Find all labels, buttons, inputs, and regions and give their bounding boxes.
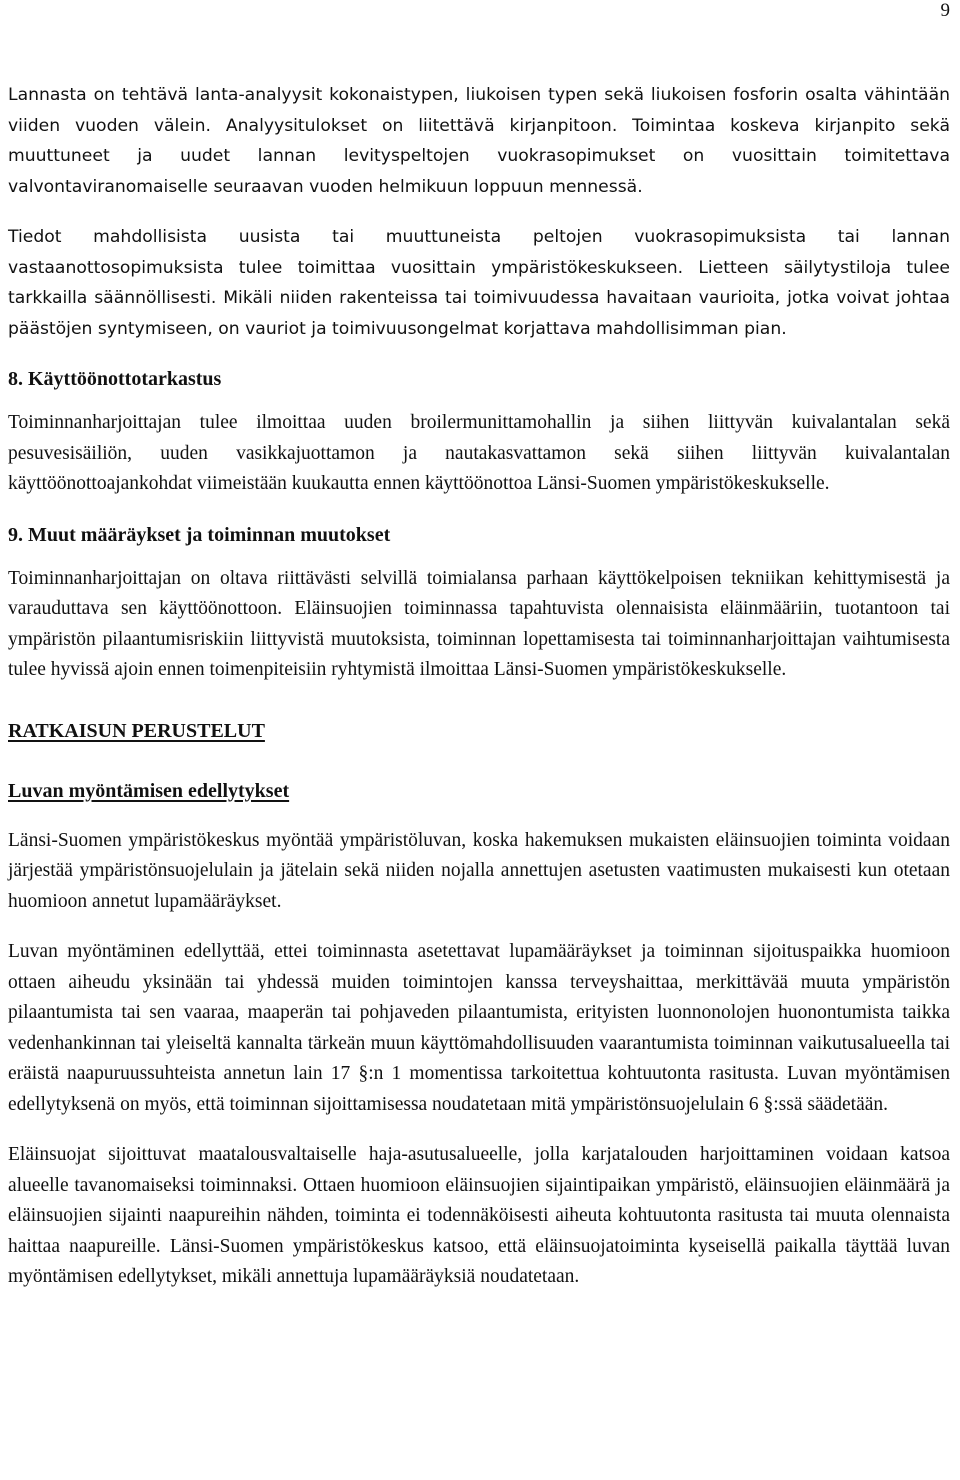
paragraph-elainsuojat: Eläinsuojat sijoittuvat maatalousvaltaiselle haja-asutusalueelle, jolla karjatalouden harjoittaminen voidaan katsoa alueelle tavanomaiseksi toiminnaksi. Ottaen huomioon eläinsuojien sijaintipaikan ympäristö, eläinsuojien eläinmäärä ja eläinsuojien sijainti naapureihin nähden, toiminta ei todennäköisesti aiheuta kohtuutonta rasitusta tai muuta olennaista haittaa naapureille. Länsi-Suomen ympäristökeskus katsoo, että eläinsuojatoiminta kyseisellä paikalla täyttää luvan myöntämisen edellytykset, mikäli annettuja lupamääräyksiä noudatetaan.: [8, 1144, 950, 1287]
page-number: 9: [940, 0, 950, 21]
heading-muut-maaraykset: 9. Muut määräykset ja toiminnan muutokset: [8, 523, 391, 546]
heading-kayttoonottotarkastus: 8. Käyttöönottotarkastus: [8, 368, 222, 390]
paragraph-luvan-myontaminen: Luvan myöntäminen edellyttää, ettei toiminnasta asetettavat lupamääräykset ja toiminnan sijoituspaikka huomioon ottaen aiheudu yksinään tai yhdessä muiden toimintojen kanssa terveyshaittaa, merkittävää muuta ympäristön pilaantumista tai sen vaaraa, maaperän tai pohjaveden pilaantumista, erityisten luonnonolojen huonontumista taikka vedenhankinnan tai yleiseltä kannalta tärkeän muun käyttömahdollisuuden vaarantumista toiminnan vaikutusalueella tai eräistä naapuruussuhteista annetun lain 17 §:n 1 momentissa tarkoitettua kohtuutonta rasitusta. Luvan myöntämisen edellytyksenä on myös, että toiminnan sijoittamisessa noudatetaan mitä ympäristönsuojelulain 6 §:ssä säädetään.: [8, 941, 950, 1115]
document-body: [8, 80, 950, 1293]
paragraph-kayttoonotto: Toiminnanharjoittajan tulee ilmoittaa uuden broilermunittamohallin ja siihen liittyvän kuivalantalan sekä pesuvesisäiliön, uuden vasikkajuottamon ja nautakasvattamon sekä siihen liittyvän kuivalantalan käyttöönottoajankohdat viimeistään kuukautta ennen käyttöönottoa Länsi-Suomen ympäristökeskukselle.: [8, 412, 950, 494]
paragraph-vuokrasopimukset: Tiedot mahdollisista uusista tai muuttuneista peltojen vuokrasopimuksista tai lannan vastaanottosopimuksista tulee toimittaa vuosittain ympäristökeskukseen. Lietteen säilytystiloja tulee tarkkailla säännöllisesti. Mikäli niiden rakenteissa tai toimivuudessa havaitaan vaurioita, jotka voivat johtaa päästöjen syntymiseen, on vauriot ja toimivuusongelmat korjattava mahdollisimman pian.: [8, 227, 950, 339]
heading-ratkaisun-perustelut: RATKAISUN PERUSTELUT: [8, 719, 265, 742]
paragraph-ymparistolupa: Länsi-Suomen ympäristökeskus myöntää ympäristöluvan, koska hakemuksen mukaisten eläinsuojien toiminta voidaan järjestää ympäristönsuojelulain ja jätelain sekä niiden nojalla annettujen asetusten vaatimusten mukaisesti kun otetaan huomioon annetut lupamääräykset.: [8, 829, 950, 912]
paragraph-muutokset: Toiminnanharjoittajan on oltava riittävästi selvillä toimialansa parhaan käyttökelpoisen tekniikan kehittymisestä ja varauduttava sen käyttöönottoon. Eläinsuojien toiminnassa tapahtuvista olennaisista eläinmääriin, tuotantoon tai ympäristön pilaantumisriskiin liittyvistä muutoksista, toiminnan lopettamisesta tai toiminnanharjoittajan vaihtumisesta tulee hyvissä ajoin ennen toimenpiteisiin ryhtymistä ilmoittaa Länsi-Suomen ympäristökeskukselle.: [8, 567, 950, 680]
paragraph-lanta-analyysit: Lannasta on tehtävä lanta-analyysit kokonaistypen, liukoisen typen sekä liukoisen fosforin osalta vähintään viiden vuoden välein. Analyysitulokset on liitettävä kirjanpitoon. Toimintaa koskeva kirjanpito sekä muuttuneet ja uudet lannan levityspeltojen vuokrasopimukset on vuosittain toimitettava valvontaviranomaiselle seuraavan vuoden helmikuun loppuun mennessä.: [8, 85, 950, 197]
heading-luvan-edellytykset: Luvan myöntämisen edellytykset: [8, 779, 290, 802]
